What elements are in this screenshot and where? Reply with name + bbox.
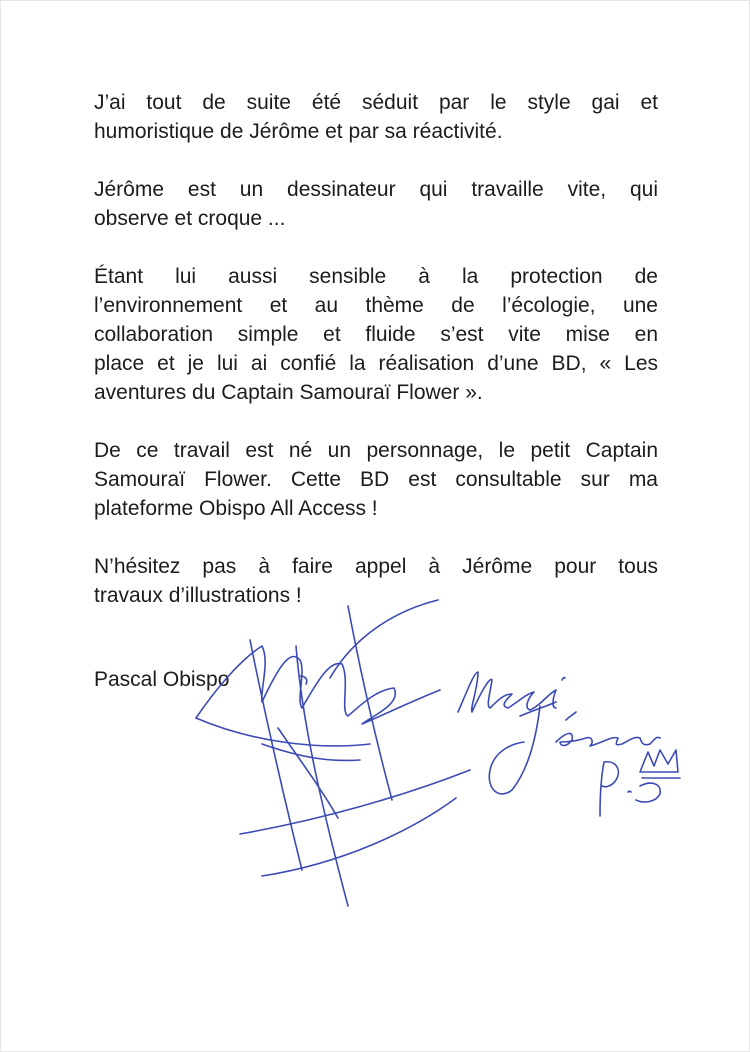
crown-icon: [640, 750, 680, 778]
signature-stroke: [196, 718, 370, 746]
letter-body: [94, 88, 658, 639]
text-line: humoristique de Jérôme et par sa réactivité.: [94, 120, 503, 143]
paragraph-3: [94, 262, 658, 407]
sender-name: Pascal Obispo: [94, 668, 230, 691]
text-line: travaux d’illustrations !: [94, 584, 302, 607]
text-line: l’environnement et au thème de l’écologie, une: [94, 294, 658, 317]
signature-stroke: [240, 770, 470, 834]
handwritten-word: [556, 712, 660, 746]
text-line: N’hésitez pas à faire appel à Jérôme pour tous: [94, 555, 658, 578]
signature-stroke: [278, 728, 338, 818]
text-line: Samouraï Flower. Cette BD est consultable sur ma: [94, 468, 658, 491]
text-line: J’ai tout de suite été séduit par le style gai et: [94, 91, 658, 114]
signature-stroke: [300, 676, 307, 684]
handwritten-word: [489, 702, 556, 794]
text-line: place et je lui ai confié la réalisation d’une BD, « Les: [94, 352, 658, 375]
paragraph-2: [94, 175, 658, 233]
paragraph-5: [94, 552, 658, 610]
signature-stroke: [262, 798, 456, 876]
text-line: collaboration simple et fluide s’est vite mise en: [94, 323, 658, 346]
signature-stroke: [262, 744, 360, 760]
signature-stroke: [196, 646, 440, 724]
text-line: observe et croque ...: [94, 207, 286, 230]
paragraph-4: [94, 436, 658, 523]
handwritten-word: [458, 672, 565, 712]
text-line: plateforme Obispo All Access !: [94, 497, 378, 520]
text-line: aventures du Captain Samouraï Flower ».: [94, 381, 483, 404]
paragraph-1: [94, 88, 658, 146]
signature-stroke: [250, 640, 302, 870]
signature-stroke: [296, 646, 348, 906]
text-line: Étant lui aussi sensible à la protection de: [94, 265, 658, 288]
handwritten-word: [600, 762, 660, 816]
text-line: De ce travail est né un personnage, le petit Captain: [94, 439, 658, 462]
text-line: Jérôme est un dessinateur qui travaille vite, qui: [94, 178, 658, 201]
